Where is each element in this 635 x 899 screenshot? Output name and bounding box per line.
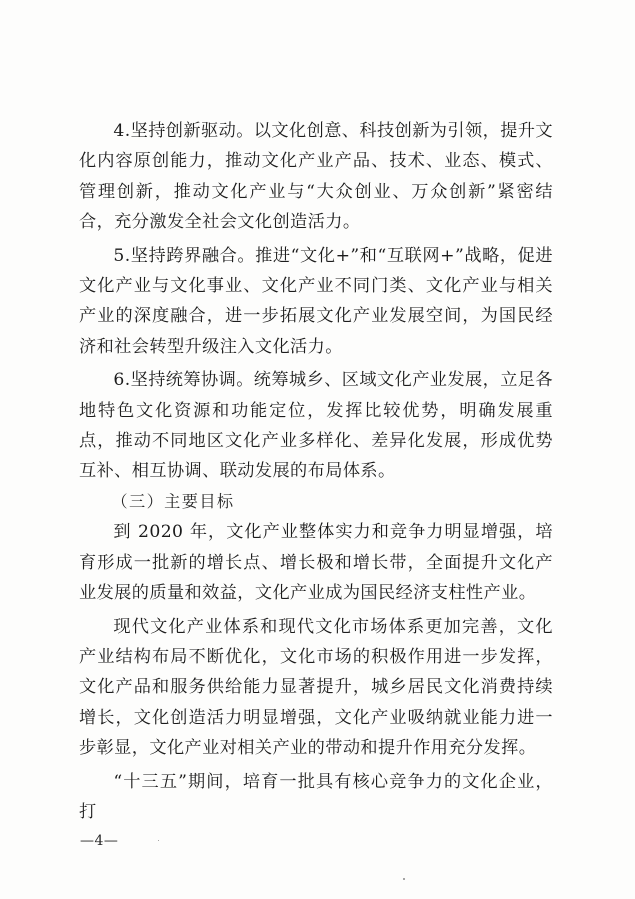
paragraph-goal-2020: 到 2020 年，文化产业整体实力和竞争力明显增强，培育形成一批新的增长点、增长极和增长带，全面提升文化产业发展的质量和效益，文化产业成为国民经济支柱性产业。 bbox=[79, 522, 553, 604]
paragraph-coordination: 6.坚持统筹协调。统筹城乡、区域文化产业发展，立足各地特色文化资源和功能定位，发挥比较优势，明确发展重点，推动不同地区文化产业多样化、差异化发展，形成优势互补、相互协调、联动发展的布局体系。 bbox=[79, 370, 553, 482]
paragraph-innovation: 4.坚持创新驱动。以文化创意、科技创新为引领，提升文化内容原创能力，推动文化产业产品、技术、业态、模式、管理创新，推动文化产业与“大众创业、万众创新”紧密结合，充分激发全社会文化创造活力。 bbox=[79, 121, 553, 233]
document-body bbox=[79, 116, 553, 827]
scan-speck bbox=[403, 878, 405, 880]
paragraph-goal-enterprises: “十三五”期间，培育一批具有核心竞争力的文化企业，打 bbox=[79, 771, 553, 822]
paragraph-cross-border: 5.坚持跨界融合。推进“文化+”和“互联网+”战略，促进文化产业与文化事业、文化产业不同门类、文化产业与相关产业的深度融合，进一步拓展文化产业发展空间，为国民经济和社会转型升级注入文化活力。 bbox=[79, 245, 553, 357]
page-number: —4— bbox=[80, 833, 119, 849]
paragraph-goal-system: 现代文化产业体系和现代文化市场体系更加完善，文化产业结构布局不断优化，文化市场的积极作用进一步发挥，文化产品和服务供给能力显著提升，城乡居民文化消费持续增长，文化创造活力明显增强，文化产业吸纳就业能力进一步彰显，文化产业对相关产业的带动和提升作用充分发挥。 bbox=[79, 616, 553, 759]
scan-speck bbox=[158, 840, 159, 841]
section-heading: （三）主要目标 bbox=[111, 491, 235, 511]
